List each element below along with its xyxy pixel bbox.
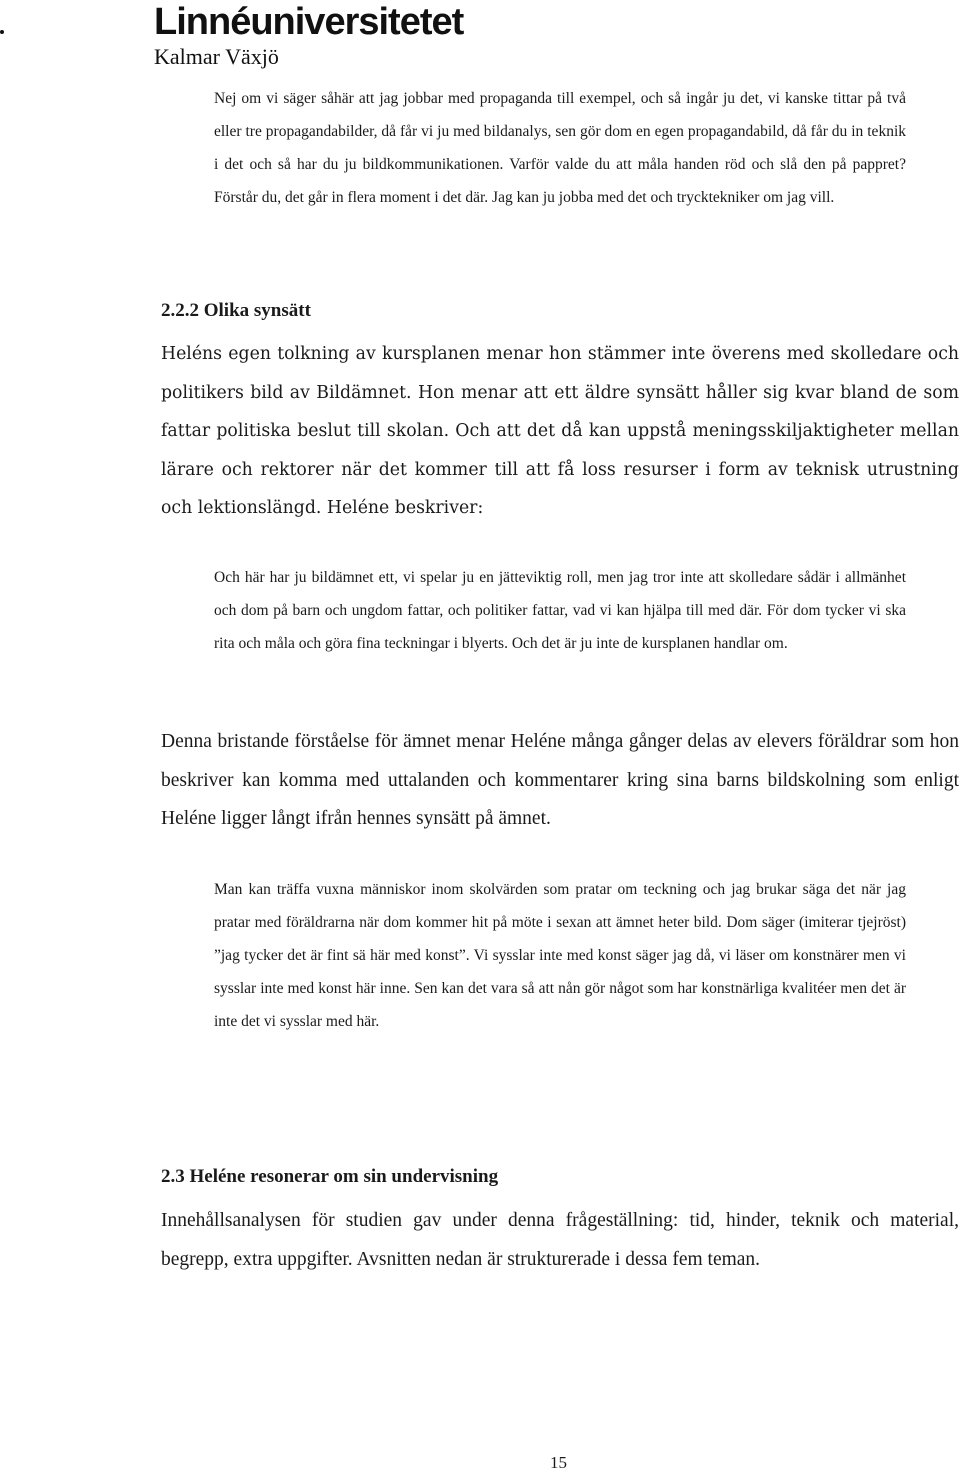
- paragraph-bristande-forstaelse: Denna bristande förståelse för ämnet menar Heléne många gånger delas av elevers föräldrar som hon beskriver kan komma med uttalanden och kommentarer kring sina barns bildskolning som enligt Heléne ligger långt ifrån hennes synsätt på ämnet.: [161, 731, 959, 830]
- interview-quote-2: Och här har ju bildämnet ett, vi spelar ju en jätteviktig roll, men jag tror inte att skolledare sådär i allmänhet och dom på barn och ungdom fattar, och politiker fattar, vad vi kan hjälpa till med där. För dom tycker vi ska rita och måla och göra fina teckningar i blyerts. Och det är ju inte de kursplanen handlar om.: [214, 569, 906, 652]
- university-logo: [154, 2, 463, 70]
- logo-title: Linnéuniversitetet: [154, 1, 464, 43]
- paragraph-olika-synsatt: Heléns egen tolkning av kursplanen menar hon stämmer inte överens med skolledare och politikers bild av Bildämnet. Hon menar att ett äldre synsätt håller sig kvar bland de som fattar politiska beslut till skolan. Och att det då kan uppstå meningsskiljaktigheter mellan lärare och rektorer när det kommer till att få loss resurser i form av teknisk utrustning och lektionslängd. Heléne beskriver:: [161, 344, 959, 519]
- logo-subtitle: Kalmar Växjö: [154, 44, 279, 69]
- section-heading-2-2-2: 2.2.2 Olika synsätt: [161, 300, 311, 321]
- interview-quote-3: Man kan träffa vuxna människor inom skolvärden som pratar om teckning och jag brukar säga det när jag pratar med föräldrarna när dom kommer hit på möte i sexan att ämnet heter bild. Dom säger (imiterar tjejröst) ”jag tycker det är fint sä här med konst”. Vi sysslar inte med konst säger jag då, vi läser om konstnärer men vi sysslar inte med konst här inne. Sen kan det vara så att nån gör något som har konstnärliga kvalitéer men det är inte det vi sysslar med här.: [214, 881, 906, 1030]
- paragraph-innehallsanalysen: Innehållsanalysen för studien gav under denna frågeställning: tid, hinder, teknik och material, begrepp, extra uppgifter. Avsnitten nedan är strukturerade i dessa fem teman.: [161, 1210, 959, 1270]
- section-heading-2-3: 2.3 Heléne resonerar om sin undervisning: [161, 1166, 499, 1187]
- margin-mark: [0, 30, 4, 34]
- page-number: 15: [550, 1453, 567, 1472]
- interview-quote-1: Nej om vi säger såhär att jag jobbar med propaganda till exempel, och så ingår ju det, vi kanske tittar på två eller tre propagandabilder, då får vi ju med bildanalys, sen gör dom en egen propagandabild, då får du in teknik i det och så har du ju bildkommunikationen. Varför valde du att måla handen röd och slå den på pappret? Förstår du, det går in flera moment i det där. Jag kan ju jobba med det och trycktekniker om jag vill.: [214, 90, 906, 206]
